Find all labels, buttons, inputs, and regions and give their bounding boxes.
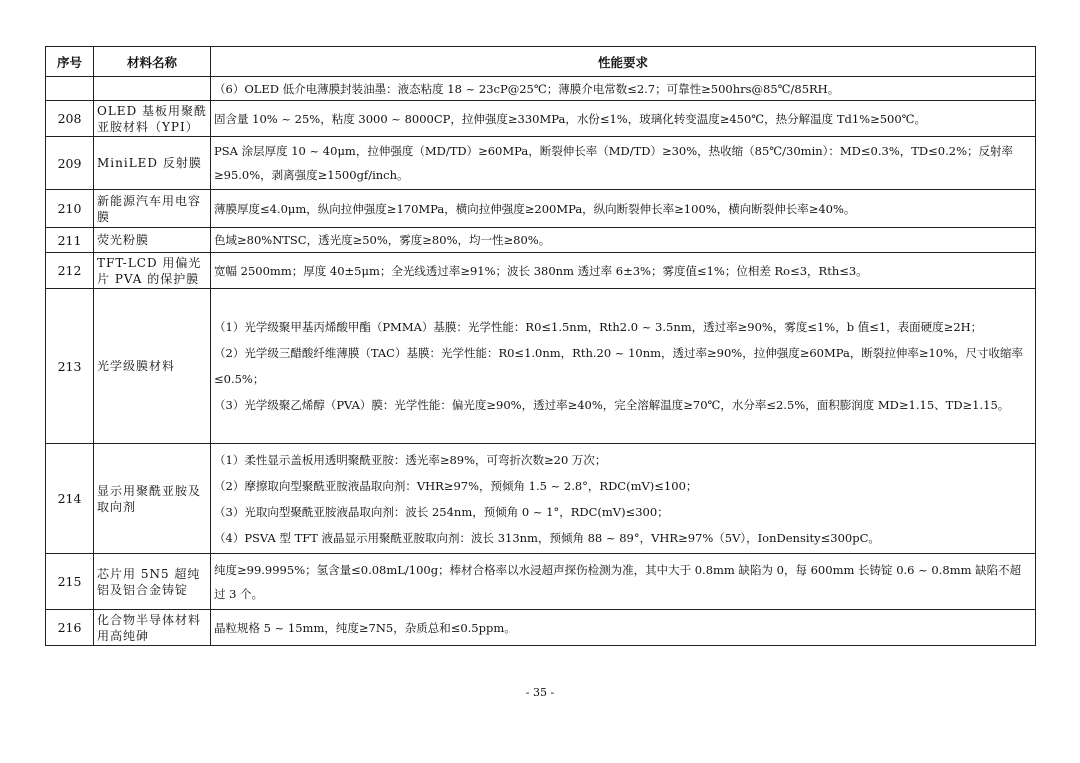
table-row xyxy=(46,444,1036,554)
serial-number-cell: 212 xyxy=(46,253,94,289)
requirement-line: PSA 涂层厚度 10 ~ 40μm，拉伸强度（MD/TD）≥60MPa，断裂伸长率（MD/TD）≥30%，热收缩（85℃/30min）：MD≤0.3%，TD≤0.2%；反射率≥95.0%，剥离强度≥1500gf/inch。 xyxy=(214,144,1013,182)
material-name-cell: 光学级膜材料 xyxy=(94,289,211,444)
material-name-cell: 荧光粉膜 xyxy=(94,228,211,253)
table-row xyxy=(46,253,1036,289)
table-header-row xyxy=(46,47,1036,77)
materials-spec-table xyxy=(45,46,1036,646)
requirement-cell xyxy=(211,289,1036,444)
requirement-cell xyxy=(211,190,1036,228)
requirement-line: （1）光学级聚甲基丙烯酸甲酯（PMMA）基膜：光学性能：R0≤1.5nm，Rth2.0 ~ 3.5nm，透过率≥90%，雾度≤1%，b 值≤1，表面硬度≥2H； xyxy=(214,320,983,334)
header-serial-number: 序号 xyxy=(46,47,94,77)
requirement-line: （2）摩擦取向型聚酰亚胺液晶取向剂：VHR≥97%，预倾角 1.5 ~ 2.8°，RDC(mV)≤100； xyxy=(214,478,698,493)
requirement-cell xyxy=(211,101,1036,137)
requirement-line: （1）柔性显示盖板用透明聚酰亚胺：透光率≥89%，可弯折次数≥20 万次； xyxy=(214,452,607,467)
requirement-line: 纯度≥99.9995%；氢含量≤0.08mL/100g；棒材合格率以水浸超声探伤检测为准，其中大于 0.8mm 缺陷为 0，每 600mm 长铸锭 0.6 ~ 0.8mm 缺陷不超过 3 个。 xyxy=(214,562,1022,601)
serial-number-cell: 216 xyxy=(46,610,94,646)
header-material-name: 材料名称 xyxy=(94,47,211,77)
serial-number-cell: 211 xyxy=(46,228,94,253)
table-row xyxy=(46,228,1036,253)
table-row xyxy=(46,137,1036,190)
page-number: - 35 - xyxy=(525,686,555,699)
serial-number-cell: 210 xyxy=(46,190,94,228)
requirement-line: 宽幅 2500mm；厚度 40±5μm；全光线透过率≥91%；波长 380nm 透过率 6±3%；雾度值≤1%；位相差 Ro≤3，Rth≤3。 xyxy=(214,263,868,278)
requirement-cell xyxy=(211,228,1036,253)
serial-number-cell: 214 xyxy=(46,444,94,554)
requirement-cell xyxy=(211,444,1036,554)
material-name-cell: 显示用聚酰亚胺及取向剂 xyxy=(94,444,211,554)
serial-number-cell: 208 xyxy=(46,101,94,137)
continuation-row xyxy=(46,77,1036,101)
material-name-cell: 新能源汽车用电容膜 xyxy=(94,190,211,228)
table-row xyxy=(46,554,1036,610)
requirement-line: （3）光取向型聚酰亚胺液晶取向剂：波长 254nm，预倾角 0 ~ 1°，RDC(mV)≤300； xyxy=(214,504,669,519)
header-performance-requirements: 性能要求 xyxy=(211,47,1036,77)
serial-number-cell: 213 xyxy=(46,289,94,444)
requirement-line: 固含量 10% ~ 25%，粘度 3000 ~ 8000CP，拉伸强度≥330MPa，水份≤1%，玻璃化转变温度≥450℃，热分解温度 Td1%≥500℃。 xyxy=(214,111,927,126)
requirement-line: 晶粒规格 5 ~ 15mm，纯度≥7N5，杂质总和≤0.5ppm。 xyxy=(214,620,516,635)
material-name-cell: 芯片用 5N5 超纯铝及铝合金铸锭 xyxy=(94,554,211,610)
material-name-cell: OLED 基板用聚酰亚胺材料（YPI） xyxy=(94,101,211,137)
requirement-line: （3）光学级聚乙烯醇（PVA）膜：光学性能：偏光度≥90%，透过率≥40%，完全溶解温度≥70℃，水分率≤2.5%，面积膨润度 MD≥1.15、TD≥1.15。 xyxy=(214,398,1010,412)
table-row xyxy=(46,610,1036,646)
material-name-cell: MiniLED 反射膜 xyxy=(94,137,211,190)
requirement-line: 薄膜厚度≤4.0μm，纵向拉伸强度≥170MPa，横向拉伸强度≥200MPa，纵向断裂伸长率≥100%，横向断裂伸长率≥40%。 xyxy=(214,201,856,216)
continuation-serial-cell xyxy=(46,77,94,101)
requirement-line: （4）PSVA 型 TFT 液晶显示用聚酰亚胺取向剂：波长 313nm，预倾角 88 ~ 89°，VHR≥97%（5V），IonDensity≤300pC。 xyxy=(214,530,880,545)
serial-number-cell: 209 xyxy=(46,137,94,190)
material-name-cell: TFT-LCD 用偏光片 PVA 的保护膜 xyxy=(94,253,211,289)
requirement-cell xyxy=(211,253,1036,289)
material-name-cell: 化合物半导体材料用高纯砷 xyxy=(94,610,211,646)
table-row xyxy=(46,101,1036,137)
serial-number-cell: 215 xyxy=(46,554,94,610)
table-row xyxy=(46,190,1036,228)
requirement-line: （2）光学级三醋酸纤维薄膜（TAC）基膜：光学性能：R0≤1.0nm，Rth.20 ~ 10nm，透过率≥90%，拉伸强度≥60MPa，断裂拉伸率≥10%，尺寸收缩率≤0.5%； xyxy=(214,346,1024,386)
continuation-requirement: （6）OLED 低介电薄膜封装油墨：液态粘度 18 ~ 23cP@25℃；薄膜介电常数≤2.7；可靠性≥500hrs@85℃/85RH。 xyxy=(211,77,1036,101)
requirement-line: 色域≥80%NTSC，透光度≥50%，雾度≥80%，均一性≥80%。 xyxy=(214,233,551,247)
requirement-cell xyxy=(211,554,1036,610)
table-row xyxy=(46,289,1036,444)
requirement-cell xyxy=(211,137,1036,190)
continuation-name-cell xyxy=(94,77,211,101)
requirement-cell xyxy=(211,610,1036,646)
